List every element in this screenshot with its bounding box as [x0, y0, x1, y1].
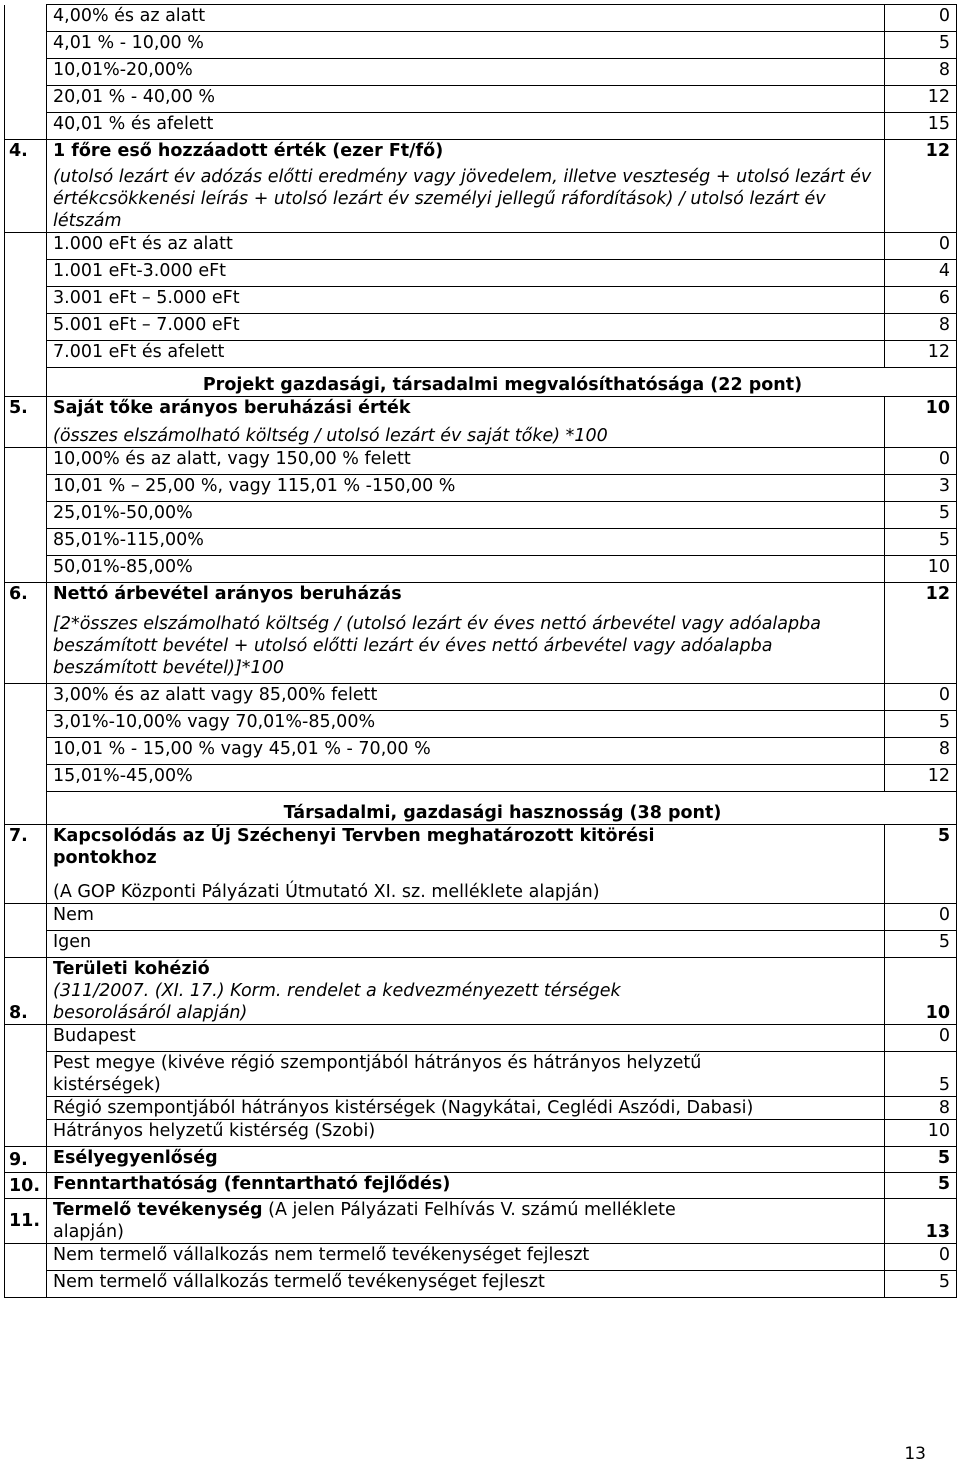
option-label: 7.001 eFt és afelett — [47, 341, 885, 368]
option-label: 25,01%-50,00% — [47, 502, 885, 529]
criterion-description: (311/2007. (XI. 17.) Korm. rendelet a kedvezményezett térségek besorolásáról alapján) — [53, 981, 621, 1023]
table-row — [5, 738, 957, 765]
table-row — [5, 32, 957, 59]
option-label: 4,01 % - 10,00 % — [47, 32, 885, 59]
criterion-description: (összes elszámolható költség / utolsó lezárt év saját tőke) *100 — [53, 426, 608, 446]
option-label: Nem — [47, 904, 885, 931]
option-label: 50,01%-85,00% — [47, 556, 885, 583]
criterion-points: 10 — [885, 958, 957, 1025]
option-points: 0 — [885, 233, 957, 260]
criterion-points: 13 — [885, 1199, 957, 1244]
number-cell — [5, 113, 47, 140]
criterion-11-header — [5, 1199, 957, 1244]
criterion-description: (A jelen Pályázati Felhívás V. számú melléklete alapján) — [53, 1200, 676, 1242]
option-label: Budapest — [47, 1025, 885, 1052]
table-row — [5, 59, 957, 86]
table-row — [5, 5, 957, 32]
section-title: Társadalmi, gazdasági hasznosság (38 pont) — [47, 792, 957, 825]
option-label: Régió szempontjából hátrányos kistérségek (Nagykátai, Ceglédi Aszódi, Dabasi) — [47, 1097, 885, 1120]
option-label: 5.001 eFt – 7.000 eFt — [47, 314, 885, 341]
criterion-8-header — [5, 958, 957, 1025]
option-label: 85,01%-115,00% — [47, 529, 885, 556]
criteria-table — [4, 4, 957, 1298]
option-points: 0 — [885, 684, 957, 711]
criterion-number: 10. — [5, 1173, 47, 1199]
option-points: 8 — [885, 738, 957, 765]
option-points: 5 — [885, 1052, 957, 1097]
table-row — [5, 765, 957, 792]
option-label: Nem termelő vállalkozás nem termelő tevékenységet fejleszt — [47, 1244, 885, 1271]
criterion-title: Esélyegyenlőség — [47, 1147, 885, 1173]
option-label: 3,00% és az alatt vagy 85,00% felett — [47, 684, 885, 711]
section-header-row — [5, 792, 957, 825]
option-label: 3.001 eFt – 5.000 eFt — [47, 287, 885, 314]
criterion-points: 12 — [885, 583, 957, 684]
number-cell — [5, 86, 47, 113]
criterion-6-header — [5, 583, 957, 684]
criterion-title-cell — [47, 397, 885, 448]
table-row — [5, 341, 957, 368]
option-label: 10,00% és az alatt, vagy 150,00 % felett — [47, 448, 885, 475]
criterion-10-row — [5, 1173, 957, 1199]
criterion-title-cell — [47, 825, 885, 904]
criterion-9-row — [5, 1147, 957, 1173]
criterion-5-header — [5, 397, 957, 448]
option-label: 10,01 % – 25,00 %, vagy 115,01 % -150,00 % — [47, 475, 885, 502]
option-points: 15 — [885, 113, 957, 140]
criterion-number: 8. — [5, 958, 47, 1025]
option-label: 1.000 eFt és az alatt — [47, 233, 885, 260]
option-label: 20,01 % - 40,00 % — [47, 86, 885, 113]
option-points: 10 — [885, 556, 957, 583]
table-row — [5, 260, 957, 287]
option-label: Hátrányos helyzetű kistérség (Szobi) — [47, 1120, 885, 1147]
criterion-number: 5. — [5, 397, 47, 448]
criterion-4-header — [5, 140, 957, 233]
table-row — [5, 475, 957, 502]
table-row — [5, 1025, 957, 1052]
option-points: 12 — [885, 341, 957, 368]
table-row — [5, 448, 957, 475]
option-points: 10 — [885, 1120, 957, 1147]
criterion-points: 5 — [885, 1147, 957, 1173]
table-row — [5, 931, 957, 958]
number-cell — [5, 32, 47, 59]
criterion-title-cell — [47, 958, 885, 1025]
number-cell — [5, 5, 47, 32]
option-points: 8 — [885, 1097, 957, 1120]
criterion-title-cell — [47, 140, 885, 233]
table-row — [5, 1244, 957, 1271]
option-label: Nem termelő vállalkozás termelő tevékenységet fejleszt — [47, 1271, 885, 1298]
option-points: 0 — [885, 1244, 957, 1271]
option-points: 0 — [885, 5, 957, 32]
criterion-points: 12 — [885, 140, 957, 233]
criterion-number: 11. — [5, 1199, 47, 1244]
option-label: 10,01 % - 15,00 % vagy 45,01 % - 70,00 % — [47, 738, 885, 765]
criterion-points: 10 — [885, 397, 957, 448]
option-points: 5 — [885, 502, 957, 529]
option-points: 6 — [885, 287, 957, 314]
option-points: 3 — [885, 475, 957, 502]
criterion-title: Saját tőke arányos beruházási érték — [53, 398, 411, 418]
option-points: 5 — [885, 931, 957, 958]
option-points: 12 — [885, 86, 957, 113]
page-number: 13 — [904, 1444, 926, 1464]
table-row — [5, 711, 957, 738]
criterion-number: 4. — [5, 140, 47, 233]
criterion-7-header — [5, 825, 957, 904]
number-cell — [5, 59, 47, 86]
option-label: 4,00% és az alatt — [47, 5, 885, 32]
option-points: 0 — [885, 448, 957, 475]
criterion-title: Nettó árbevétel arányos beruházás — [53, 584, 402, 604]
criterion-title: Termelő tevékenység — [53, 1200, 263, 1220]
section-title: Projekt gazdasági, társadalmi megvalósíthatósága (22 pont) — [47, 368, 957, 397]
criterion-description: [2*összes elszámolható költség / (utolsó lezárt év éves nettó árbevétel vagy adóalapba beszámított bevétel + utolsó előtti lezárt év éves nettó árbevétel vagy adóalapba beszámított bevétel)]*100 — [53, 614, 821, 678]
option-points: 0 — [885, 904, 957, 931]
option-label: 10,01%-20,00% — [47, 59, 885, 86]
table-row — [5, 314, 957, 341]
table-row — [5, 556, 957, 583]
criterion-number: 6. — [5, 583, 47, 684]
table-row — [5, 529, 957, 556]
criterion-points: 5 — [885, 1173, 957, 1199]
criterion-title: Területi kohézió — [53, 959, 210, 979]
table-row — [5, 86, 957, 113]
table-row — [5, 113, 957, 140]
criterion-title-cell — [47, 583, 885, 684]
table-row — [5, 1120, 957, 1147]
criterion-title: Fenntarthatóság (fenntartható fejlődés) — [47, 1173, 885, 1199]
table-row — [5, 904, 957, 931]
criterion-description: (utolsó lezárt év adózás előtti eredmény vagy jövedelem, illetve veszteség + utolsó lezárt év értékcsökkenési leírás + utolsó lezárt év személyi jellegű ráfordítások) / utolsó lezárt év létszám — [53, 167, 872, 231]
option-points: 8 — [885, 314, 957, 341]
table-row — [5, 684, 957, 711]
option-points: 4 — [885, 260, 957, 287]
criterion-title-cell — [47, 1199, 885, 1244]
criterion-description: (A GOP Központi Pályázati Útmutató XI. sz. melléklete alapján) — [53, 882, 600, 902]
table-row — [5, 1052, 957, 1097]
table-row — [5, 287, 957, 314]
section-header-row — [5, 368, 957, 397]
criterion-title: 1 főre eső hozzáadott érték (ezer Ft/fő) — [53, 141, 444, 161]
option-points: 8 — [885, 59, 957, 86]
criterion-number: 7. — [5, 825, 47, 904]
option-points: 5 — [885, 1271, 957, 1298]
criterion-title: Kapcsolódás az Új Széchenyi Tervben meghatározott kitörési pontokhoz — [53, 826, 655, 868]
option-label: Igen — [47, 931, 885, 958]
option-points: 5 — [885, 32, 957, 59]
option-points: 5 — [885, 711, 957, 738]
option-points: 12 — [885, 765, 957, 792]
option-points: 5 — [885, 529, 957, 556]
option-label: 15,01%-45,00% — [47, 765, 885, 792]
table-row — [5, 502, 957, 529]
table-row — [5, 1097, 957, 1120]
criterion-points: 5 — [885, 825, 957, 904]
option-label: 3,01%-10,00% vagy 70,01%-85,00% — [47, 711, 885, 738]
option-label: 1.001 eFt-3.000 eFt — [47, 260, 885, 287]
criterion-number: 9. — [5, 1147, 47, 1173]
table-row — [5, 1271, 957, 1298]
option-label: 40,01 % és afelett — [47, 113, 885, 140]
table-row — [5, 233, 957, 260]
option-label: Pest megye (kivéve régió szempontjából hátrányos és hátrányos helyzetű kistérségek) — [47, 1052, 885, 1097]
option-points: 0 — [885, 1025, 957, 1052]
